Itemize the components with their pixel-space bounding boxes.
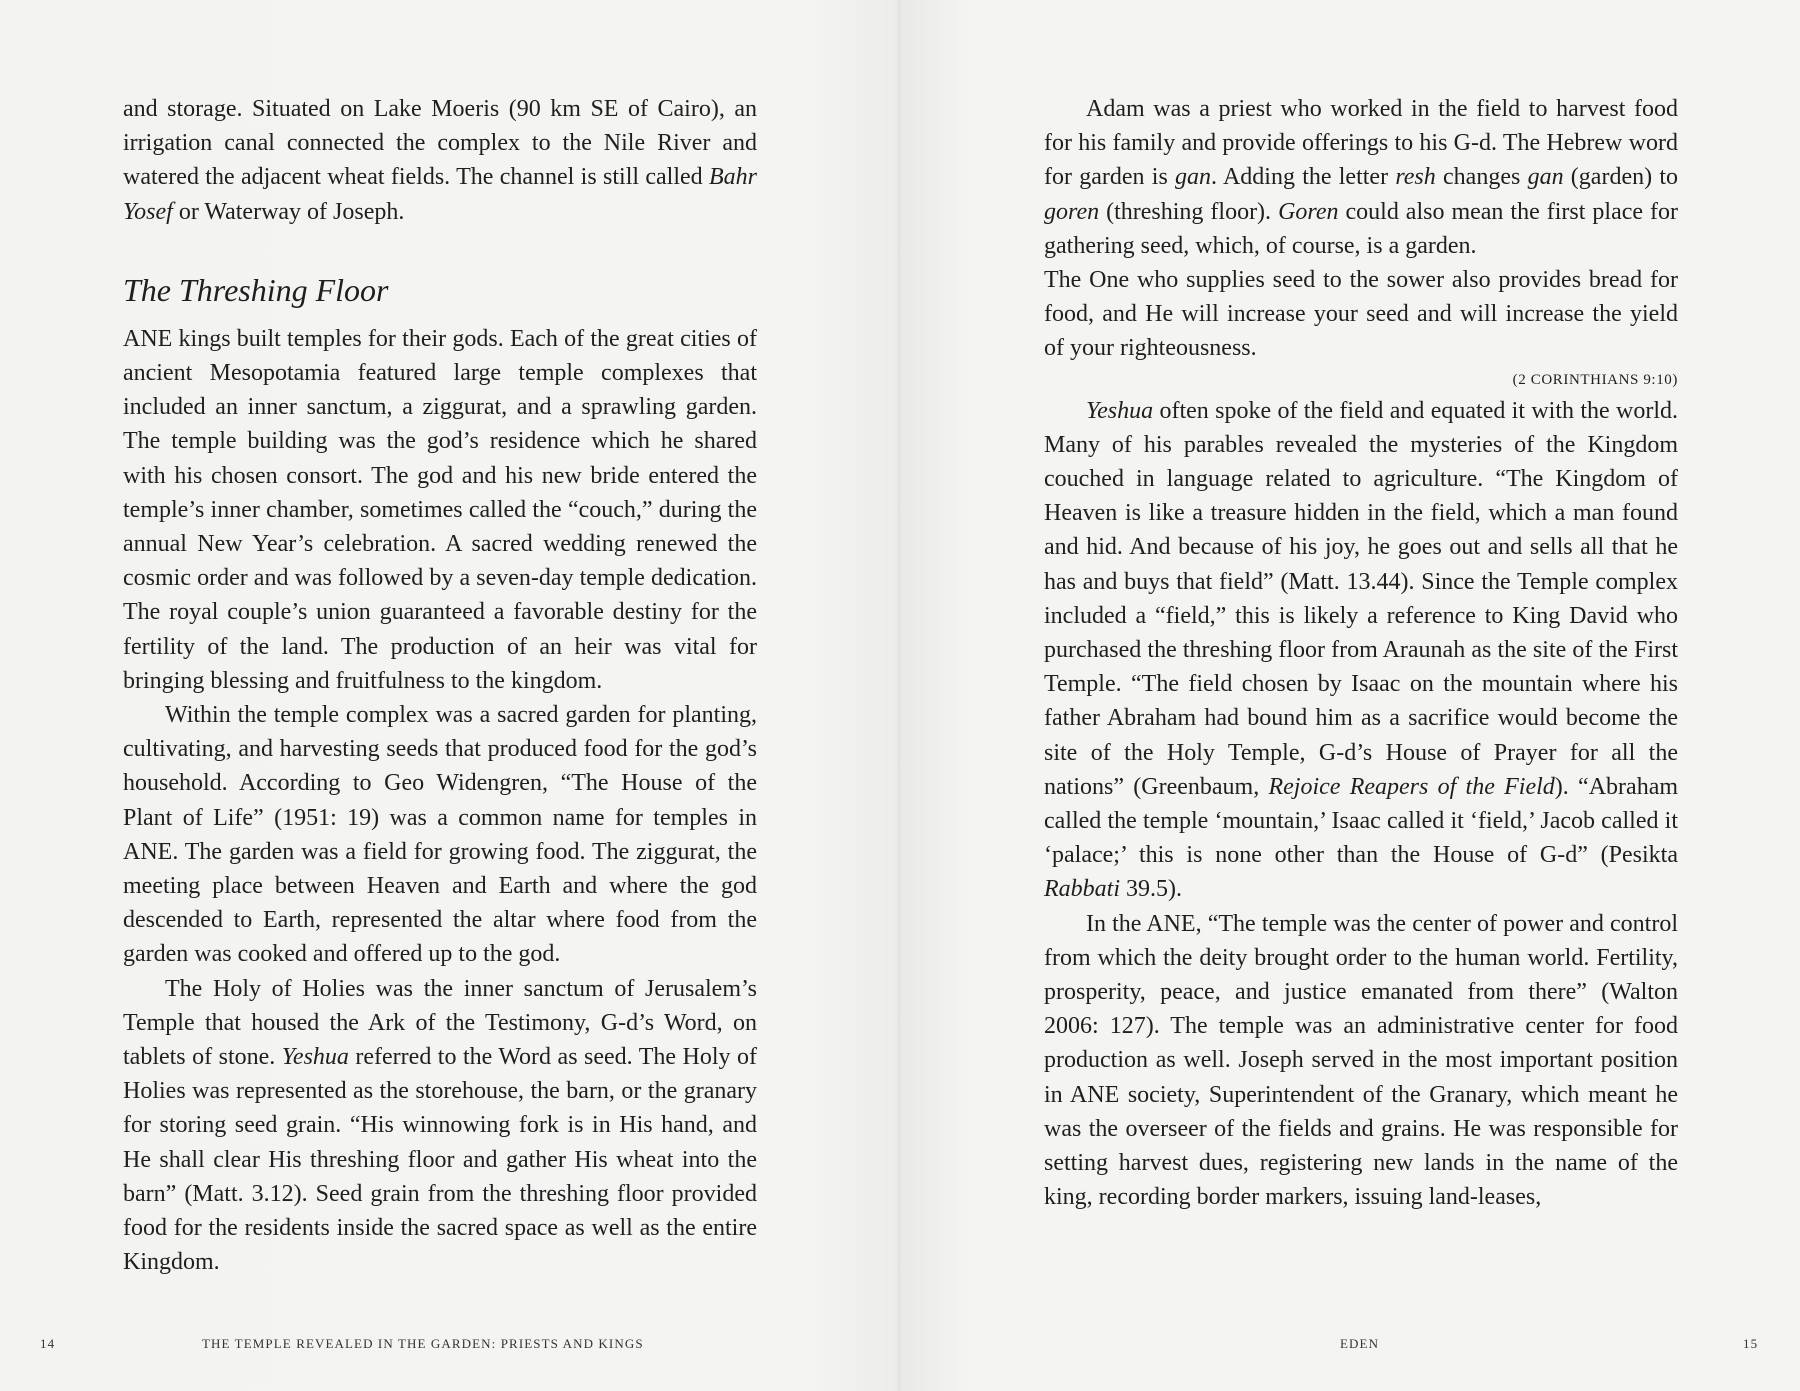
section-heading: The Threshing Floor <box>123 271 389 308</box>
quote-citation: (2 CORINTHIANS 9:10) <box>1512 371 1678 388</box>
block-quote: The One who supplies seed to the sower also provides bread for food, and He will increase your seed and will increase the yield of your righteousness. <box>1044 267 1678 362</box>
body-paragraph: In the ANE, “The temple was the center of power and control from which the deity brought order to the human world. Fertility, prosperity, peace, and justice emanated from there” (Walton 2006: 127). The temple was an administrative center for food production as well. Joseph served in the most important position in ANE society, Superintendent of the Granary, which meant he was the overseer of the fields and grains. He was responsible for setting harvest dues, registering new lands in the name of the king, recording border markers, issuing land-leases, <box>1044 910 1678 1211</box>
running-head: EDEN <box>1340 1336 1380 1351</box>
left-text-column <box>123 92 757 1280</box>
intro-paragraph: and storage. Situated on Lake Moeris (90 km SE of Cairo), an irrigation canal connected the complex to the Nile River and watered the adjacent wheat fields. The channel is still called Bahr Yosef or Waterway of Joseph. <box>123 96 757 225</box>
body-paragraph: Adam was a priest who worked in the field to harvest food for his family and provide offerings to his G-d. The Hebrew word for garden is gan. Adding the letter resh changes gan (garden) to goren (threshing floor). Goren could also mean the first place for gathering seed, which, of course, is a garden. <box>1044 96 1679 259</box>
body-paragraph: Within the temple complex was a sacred garden for planting, cultivating, and harvesting seeds that produced food for the god’s household. According to Geo Widengren, “The House of the Plant of Life” (1951: 19) was a common name for temples in ANE. The garden was a field for growing food. The ziggurat, the meeting place between Heaven and Earth and where the god descended to Earth, represented the altar where food from the garden was cooked and offered up to the god. <box>123 702 757 968</box>
page-number: 14 <box>40 1336 56 1351</box>
italic-term: Bahr Yosef <box>123 164 757 225</box>
page-number: 15 <box>1743 1336 1759 1351</box>
right-page <box>900 0 1800 1391</box>
body-paragraph: ANE kings built temples for their gods. Each of the great cities of ancient Mesopotamia featured large temple complexes that included an inner sanctum, a ziggurat, and a sprawling garden. The temple building was the god’s residence which he shared with his chosen consort. The god and his new bride entered the temple’s inner chamber, sometimes called the “couch,” during the annual New Year’s celebration. A sacred wedding renewed the cosmic order and was followed by a seven-day temple dedication. The royal couple’s union guaranteed a favorable destiny for the fertility of the land. The production of an heir was vital for bringing blessing and fruitfulness to the kingdom. <box>123 325 757 694</box>
running-head: THE TEMPLE REVEALED IN THE GARDEN: PRIESTS AND KINGS <box>202 1336 644 1351</box>
body-paragraph: The Holy of Holies was the inner sanctum of Jerusalem’s Temple that housed the Ark of the Testimony, G-d’s Word, on tablets of stone. Yeshua referred to the Word as seed. The Holy of Holies was represented as the storehouse, the barn, or the granary for storing seed grain. “His winnowing fork is in His hand, and He shall clear His threshing floor and gather His wheat into the barn” (Matt. 3.12). Seed grain from the threshing floor provided food for the residents inside the sacred space as well as the entire Kingdom. <box>123 975 757 1276</box>
body-paragraph: Yeshua often spoke of the field and equated it with the world. Many of his parables revealed the mysteries of the Kingdom couched in language related to agriculture. “The Kingdom of Heaven is like a treasure hidden in the field, which a man found and hid. And because of his joy, he goes out and sells all that he has and buys that field” (Matt. 13.44). Since the Temple complex included a “field,” this is likely a reference to King David who purchased the threshing floor from Araunah as the site of the First Temple. “The field chosen by Isaac on the mountain where his father Abraham had bound him as a sacrifice would become the site of the Holy Temple, G-d’s House of Prayer for all the nations” (Greenbaum, Rejoice Reapers of the Field). “Abraham called the temple ‘mountain,’ Isaac called it ‘field,’ Jacob called it ‘palace;’ this is none other than the House of G-d” (Pesikta Rabbati 39.5). <box>1044 397 1679 903</box>
right-text-column <box>1044 92 1678 1215</box>
italic-term: Yeshua <box>281 1044 349 1071</box>
